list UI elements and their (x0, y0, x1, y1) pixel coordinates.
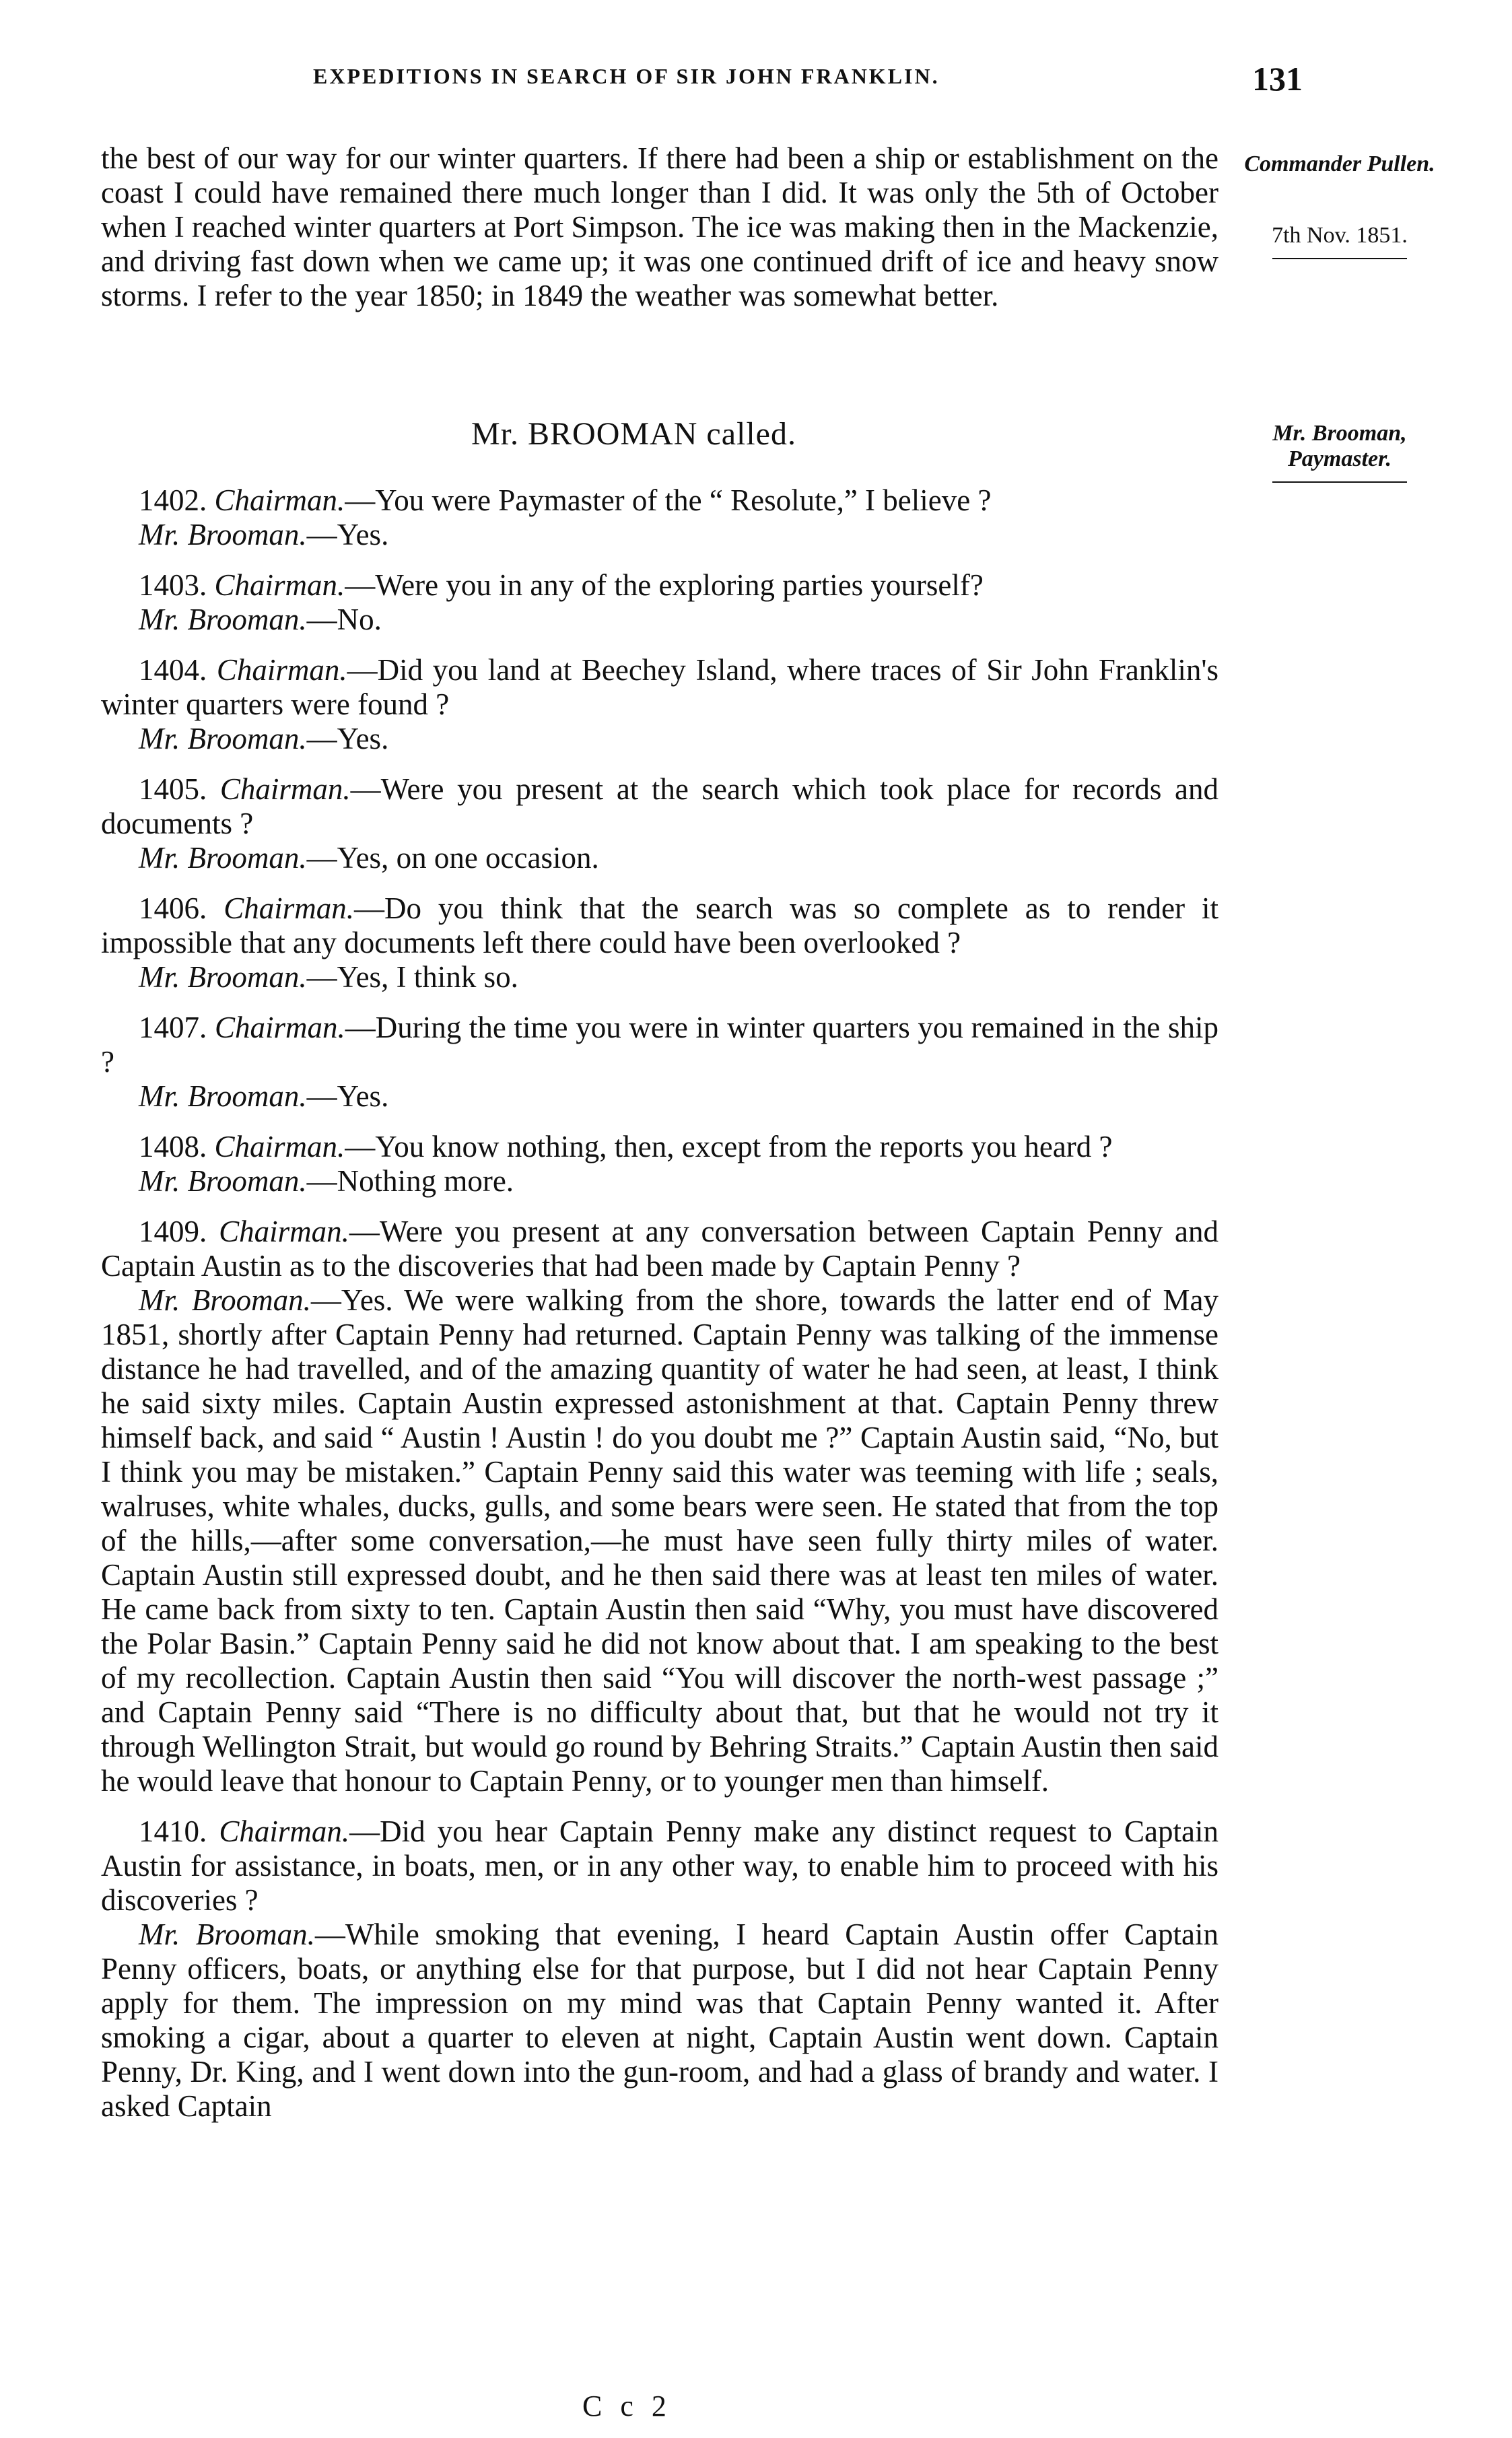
testimony-entry (101, 1130, 1218, 1198)
answer-text: —Yes, I think so. (306, 960, 518, 994)
answer-speaker: Mr. Brooman. (139, 1918, 315, 1951)
testimony-entry (101, 1011, 1218, 1114)
question-speaker: Chairman. (214, 568, 345, 602)
testimony-entry (101, 891, 1218, 994)
question-number: 1409. (139, 1215, 207, 1248)
answer-speaker: Mr. Brooman. (139, 960, 307, 994)
question (101, 568, 1218, 603)
question-number: 1410. (139, 1815, 207, 1848)
question (101, 483, 1218, 518)
answer-speaker: Mr. Brooman. (139, 603, 307, 636)
question-text: —Did you land at Beechey Island, where traces of Sir John Franklin's winter quarters were found ? (101, 653, 1218, 721)
margin-note-date: 7th Nov. 1851. (1272, 223, 1408, 248)
answer (101, 841, 1218, 875)
question-speaker: Chairman. (219, 1815, 350, 1848)
answer (101, 1079, 1218, 1114)
answer (101, 722, 1218, 756)
answer (101, 518, 1218, 552)
answer (101, 1918, 1218, 2124)
question-text: —You know nothing, then, except from the reports you heard ? (345, 1130, 1113, 1163)
question (101, 1815, 1218, 1918)
question-speaker: Chairman. (214, 1130, 345, 1163)
testimony-entry (101, 1815, 1218, 2124)
margin-note-role: Paymaster. (1288, 446, 1391, 471)
question-number: 1402. (139, 483, 207, 517)
question-number: 1406. (139, 891, 207, 925)
testimony-entry (101, 1215, 1218, 1798)
answer-text: —Yes. (306, 1079, 389, 1113)
answer-speaker: Mr. Brooman. (139, 841, 307, 875)
answer-speaker: Mr. Brooman. (139, 1079, 307, 1113)
answer-text: —No. (306, 603, 382, 636)
question-text: —Do you think that the search was so complete as to render it impossible that any documents left there could have been overlooked ? (101, 891, 1218, 959)
testimony-list (101, 483, 1218, 2140)
question-number: 1404. (139, 653, 207, 687)
question-number: 1408. (139, 1130, 207, 1163)
question (101, 1130, 1218, 1164)
testimony-entry (101, 483, 1218, 552)
question (101, 1215, 1218, 1283)
answer-text: —Yes. (306, 722, 389, 755)
answer-text: —Nothing more. (306, 1164, 514, 1198)
question-text: —You were Paymaster of the “ Resolute,” I believe ? (345, 483, 992, 517)
question-speaker: Chairman. (214, 483, 345, 517)
question-text: —Were you present at the search which took place for records and documents ? (101, 772, 1219, 840)
testimony-entry (101, 568, 1218, 637)
question-speaker: Chairman. (214, 1011, 345, 1044)
answer-speaker: Mr. Brooman. (139, 722, 307, 755)
answer-text: —Yes. We were walking from the shore, towards the latter end of May 1851, shortly after Captain Penny had returned. Captain Penny was talking of the immense distance he had travelled, and of the amazing quantity of water he had seen, at least, I think he said sixty miles. Captain Austin expressed astonishment at that. Captain Penny threw himself back, and said “ Austin ! Austin ! do you doubt me ?” Captain Austin said, “No, but I think you may be mistaken.” Captain Penny said this water was teeming with life ; seals, walruses, white whales, ducks, gulls, and some bears were seen. He stated that from the top of the hills,—after some conversation,—he must have seen fully thirty miles of water. Captain Austin still expressed doubt, and he then said there was at least ten miles of water. He came back from sixty to ten. Captain Austin then said “Why, you must have discovered the Polar Basin.” Captain Penny said he did not know about that. I am speaking to the best of my recollection. Captain Austin then said “You will discover the north-west passage ;” and Captain Penny said “There is no difficulty about that, but that he would not try it through Wellington Strait, but would go round by Behring Straits.” Captain Austin then said he would leave that honour to Captain Penny, or to younger men than himself. (101, 1283, 1218, 1798)
question-speaker: Chairman. (219, 772, 351, 806)
answer-text: —While smoking that evening, I heard Captain Austin offer Captain Penny officers, boats, or anything else for that purpose, but I did not hear Captain Penny apply for them. The impression on my mind was that Captain Penny wanted it. After smoking a cigar, about a quarter to eleven at night, Captain Austin went down. Captain Penny, Dr. King, and I went down into the gun-room, and had a glass of brandy and water. I asked Captain (101, 1918, 1218, 2123)
margin-rule (1272, 258, 1407, 259)
margin-note-brooman (1239, 421, 1441, 483)
margin-note-name: Commander Pullen. (1244, 151, 1435, 176)
question-number: 1407. (139, 1011, 207, 1044)
signature-mark: C c 2 (582, 2390, 672, 2423)
running-header: EXPEDITIONS IN SEARCH OF SIR JOHN FRANKLIN. (313, 64, 940, 88)
testimony-entry (101, 653, 1218, 756)
answer-speaker: Mr. Brooman. (139, 1283, 311, 1317)
question (101, 653, 1218, 722)
margin-note-pullen (1239, 151, 1441, 259)
answer-speaker: Mr. Brooman. (139, 518, 307, 551)
answer-text: —Yes, on one occasion. (306, 841, 599, 875)
question (101, 1011, 1218, 1079)
question-speaker: Chairman. (224, 891, 354, 925)
page-number: 131 (1252, 60, 1303, 98)
intro-paragraph: the best of our way for our winter quarters. If there had been a ship or establishment on the coast I could have remained there much longer than I did. It was only the 5th of October when I reached winter quarters at Port Simpson. The ice was making then in the Mackenzie, and driving fast down when we came up; it was one continued drift of ice and heavy snow storms. I refer to the year 1850; in 1849 the weather was somewhat better. (101, 141, 1218, 312)
question (101, 772, 1218, 841)
question (101, 891, 1218, 960)
question-text: —Were you present at any conversation between Captain Penny and Captain Austin as to the discoveries that had been made by Captain Penny ? (101, 1215, 1219, 1283)
answer (101, 603, 1218, 637)
question-text: —Were you in any of the exploring parties yourself? (345, 568, 984, 602)
question-number: 1405. (139, 772, 207, 806)
answer-text: —Yes. (306, 518, 389, 551)
answer (101, 960, 1218, 994)
question-speaker: Chairman. (219, 1215, 349, 1248)
answer (101, 1283, 1218, 1798)
testimony-entry (101, 772, 1218, 875)
question-text: —Did you hear Captain Penny make any distinct request to Captain Austin for assistance, in boats, men, or in any other way, to enable him to proceed with his discoveries ? (101, 1815, 1219, 1917)
question-text: —During the time you were in winter quarters you remained in the ship ? (101, 1011, 1219, 1079)
section-heading: Mr. BROOMAN called. (471, 416, 796, 452)
answer-speaker: Mr. Brooman. (139, 1164, 307, 1198)
question-number: 1403. (139, 568, 207, 602)
margin-note-name: Mr. Brooman, (1272, 421, 1407, 446)
answer (101, 1164, 1218, 1198)
question-speaker: Chairman. (216, 653, 347, 687)
margin-rule (1272, 481, 1407, 483)
